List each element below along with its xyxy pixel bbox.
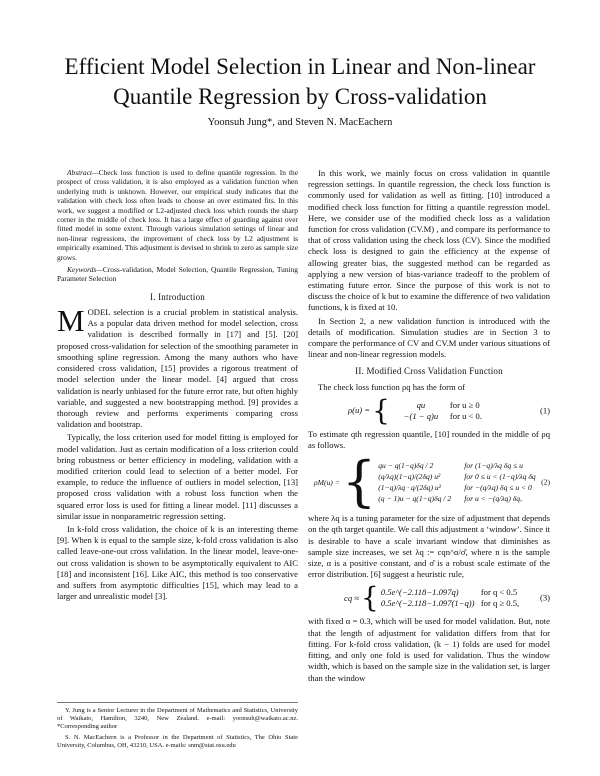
equation-2-row-1-cond: for (1−q)/λq δq ≤ u <box>464 461 523 471</box>
equation-2-row-4-cond: for u < −(q/λq) δq, <box>464 494 522 504</box>
right-column <box>308 168 550 686</box>
keywords-label: Keywords— <box>67 265 103 275</box>
equation-3-row-2-expr: 0.5e^(−2.118−1.097(1−q)) <box>380 598 475 609</box>
keywords <box>57 265 298 284</box>
intro-paragraph-2: Typically, the loss criterion used for model fitting is employed for model validation. Just as certain modification of a loss criterion could bring robustness or better efficiency in modeling, validation with a modified criterion could lead to selection of a better model. For example, to reduce the influence of outliers in model selection, [13] proposed cross validation with a robust loss function when the squared error loss is used for fitting a linear model. [11] discusses a similar issue in nonparametric regression setting. <box>57 432 298 521</box>
equation-1 <box>308 393 550 427</box>
keywords-text: Cross-validation, Model Selection, Quantile Regression, Tuning Parameter Selection <box>57 265 298 284</box>
equation-2-brace: { <box>341 450 377 514</box>
equation-2-row-4-expr: (q − 1)u − q(1−q)δq / 2 <box>378 494 452 504</box>
equation-3-lhs: cq ≈ <box>344 592 359 603</box>
section2-paragraph-2: To estimate qth regression quantile, [10] rounded in the middle of ρq as follows. <box>308 428 550 451</box>
section-heading-introduction: I. Introduction <box>150 291 205 302</box>
section2-paragraph-4: with fixed α = 0.3, which will be used for model validation. But, note that the length of adjustment for validation differs from that for fitting. For k-fold cross validation, (k − 1) folds are used for model fitting, and only one fold is used for validation. Thus the window width, which is based on the sample size in the validation set, is larger than the window <box>308 616 550 683</box>
equation-3-brace: { <box>360 581 379 615</box>
equation-3-number: (3) <box>539 592 550 603</box>
equation-1-brace: { <box>372 393 390 427</box>
right-paragraph-1: In this work, we mainly focus on cross validation in quantile regression settings. In quantile regression, the check loss function is commonly used for validation as well as fitting. [10] introduced a modified check loss function for fitting a quantile regression model. Here, we consider use of the modified check loss as a validation function for cross validation (CV.M) , and compare its performance to that of cross validation using the check loss (CV). Since the modified check loss is designed to gain the efficiency at the expense of allowing greater bias, the suggested method can be regarded as applying a new version of bias-variance tradeoff to the problem of estimating future error. Since the purpose of this work is not to discuss the choice of k but to examine the difference of two validation functions, k is fixed at 10. <box>308 168 550 313</box>
equation-3-row-1-cond: for q < 0.5 <box>480 587 518 598</box>
equation-1-number: (1) <box>539 405 550 416</box>
equation-1-row-1-cond: for u ≥ 0 <box>449 399 480 410</box>
intro-paragraph-1 <box>57 303 298 430</box>
abstract <box>57 168 298 262</box>
paper-title: Efficient Model Selection in Linear and Non-linear Quantile Regression by Cross-validation <box>64 54 536 109</box>
paper-authors: Yoonsuh Jung*, and Steven N. MacEachern <box>207 117 393 128</box>
equation-1-lhs: ρ(u) = <box>348 405 371 416</box>
equation-2-row-3-expr: (1−q)/λq · q/(2δq) u² <box>378 483 441 493</box>
equation-2-number: (2) <box>541 477 550 487</box>
intro-paragraph-3: In k-fold cross validation, the choice of k is an interesting theme [9]. When k is equal to the sample size, k-fold cross validation is also called leave-one-out cross validation. In the linear model, leave-one-out cross validation is shown to be asymptotically equivalent to AIC [18] and inconsistent [16]. Like AIC, this method is too conservative and suffers from asymptotic difficulties [15], which may lead to a larger and unrealistic model [3]. <box>57 523 298 602</box>
equation-2-lhs: ρM(u) = <box>314 477 340 487</box>
section-heading-modified-cv: II. Modified Cross Validation Function <box>355 366 503 377</box>
equation-2-row-3-cond: for −(q/λq) δq ≤ u < 0 <box>464 483 532 493</box>
footnote-author-2: S. N. MacEachern is a Professor in the Department of Statistics, The Ohio State University, Columbus, OH, 43210, USA. e-mails: snm@stat.osu.edu <box>57 733 298 749</box>
equation-2 <box>308 450 550 514</box>
footnote-author-1: Y. Jung is a Senior Lecturer in the Department of Mathematics and Statistics, University of Waikato, Hamilton, 3240, New Zealand. e-mail: yoonsuh@waikato.ac.nz. *Corresponding author <box>57 707 298 731</box>
equation-1-row-2-cond: for u < 0. <box>449 410 482 421</box>
equation-1-row-2-expr: −(1 − q)u <box>403 410 439 421</box>
left-column <box>57 168 298 604</box>
equation-3-row-2-cond: for q ≥ 0.5, <box>480 598 520 609</box>
section2-paragraph-1: The check loss function ρq has the form of <box>318 381 466 392</box>
equation-3-row-1-expr: 0.5e^(−2.118−1.097q) <box>380 587 459 598</box>
drop-cap: M <box>57 303 85 339</box>
intro-paragraph-1-text: ODEL selection is a crucial problem in statistical analysis. As a popular data driven method for model selection, cross validation is described formally in [17] and [5]. [20] proposed cross-validation for selection of the smoothing parameter in smoothing spline regression. Among the many authors who have considered cross validation, [15] provides a rigorous treatment of model selection under the linear model. [4] argued that cross validation is nearly unbiased for the future error rate, but often highly variable, and suggested a new bootstrapping method. [9] provides a thorough review and performs experiments comparing cross validation and bootstrap. <box>57 307 298 430</box>
equation-2-row-1-expr: qu − q(1−q)δq / 2 <box>378 461 434 471</box>
section2-paragraph-3: where λq is a tuning parameter for the size of adjustment that depends on the qth target quantile. We call this adjustment a ‘window’. Since it is desirable to have a scale invariant window that diminishes as sample size increases, we set λq := cqn^α/σ̂, where n is the sample size, α is a positive constant, and σ̂ is a robust scale estimate of the error distribution. [6] suggest a heuristic rule, <box>308 513 550 580</box>
right-paragraph-2: In Section 2, a new validation function is introduced with the details of modification. Simulation studies are in Section 3 to compare the performance of CV and CV.M under various situations of linear and non-linear regression models. <box>308 315 550 360</box>
equation-2-row-2-cond: for 0 ≤ u < (1−q)/λq δq <box>464 472 536 482</box>
equation-2-row-2-expr: (q/λq)(1−q)/(2δq) u² <box>378 472 441 482</box>
footnotes <box>57 702 298 752</box>
abstract-text: Check loss function is used to define quantile regression. In the prospect of cross validation, it is also employed as a validation function when underlying truth is unknown. However, our empirical study indicates that the validation with check loss often leads to choose an over estimated fits. In this work, we suggest a modified or L2-adjusted check loss which rounds the sharp corner in the middle of check loss. It has a large effect of guarding against over fitted model in some extent. Through various simulation settings of linear and non-linear regressions, the improvement of check loss by L2 adjustment is empirically examined. This adjustment is devised to shrink to zero as sample size grows. <box>57 168 298 262</box>
equation-1-row-1-expr: qu <box>416 399 426 410</box>
abstract-label: Abstract— <box>67 168 99 177</box>
equation-3 <box>308 581 550 615</box>
